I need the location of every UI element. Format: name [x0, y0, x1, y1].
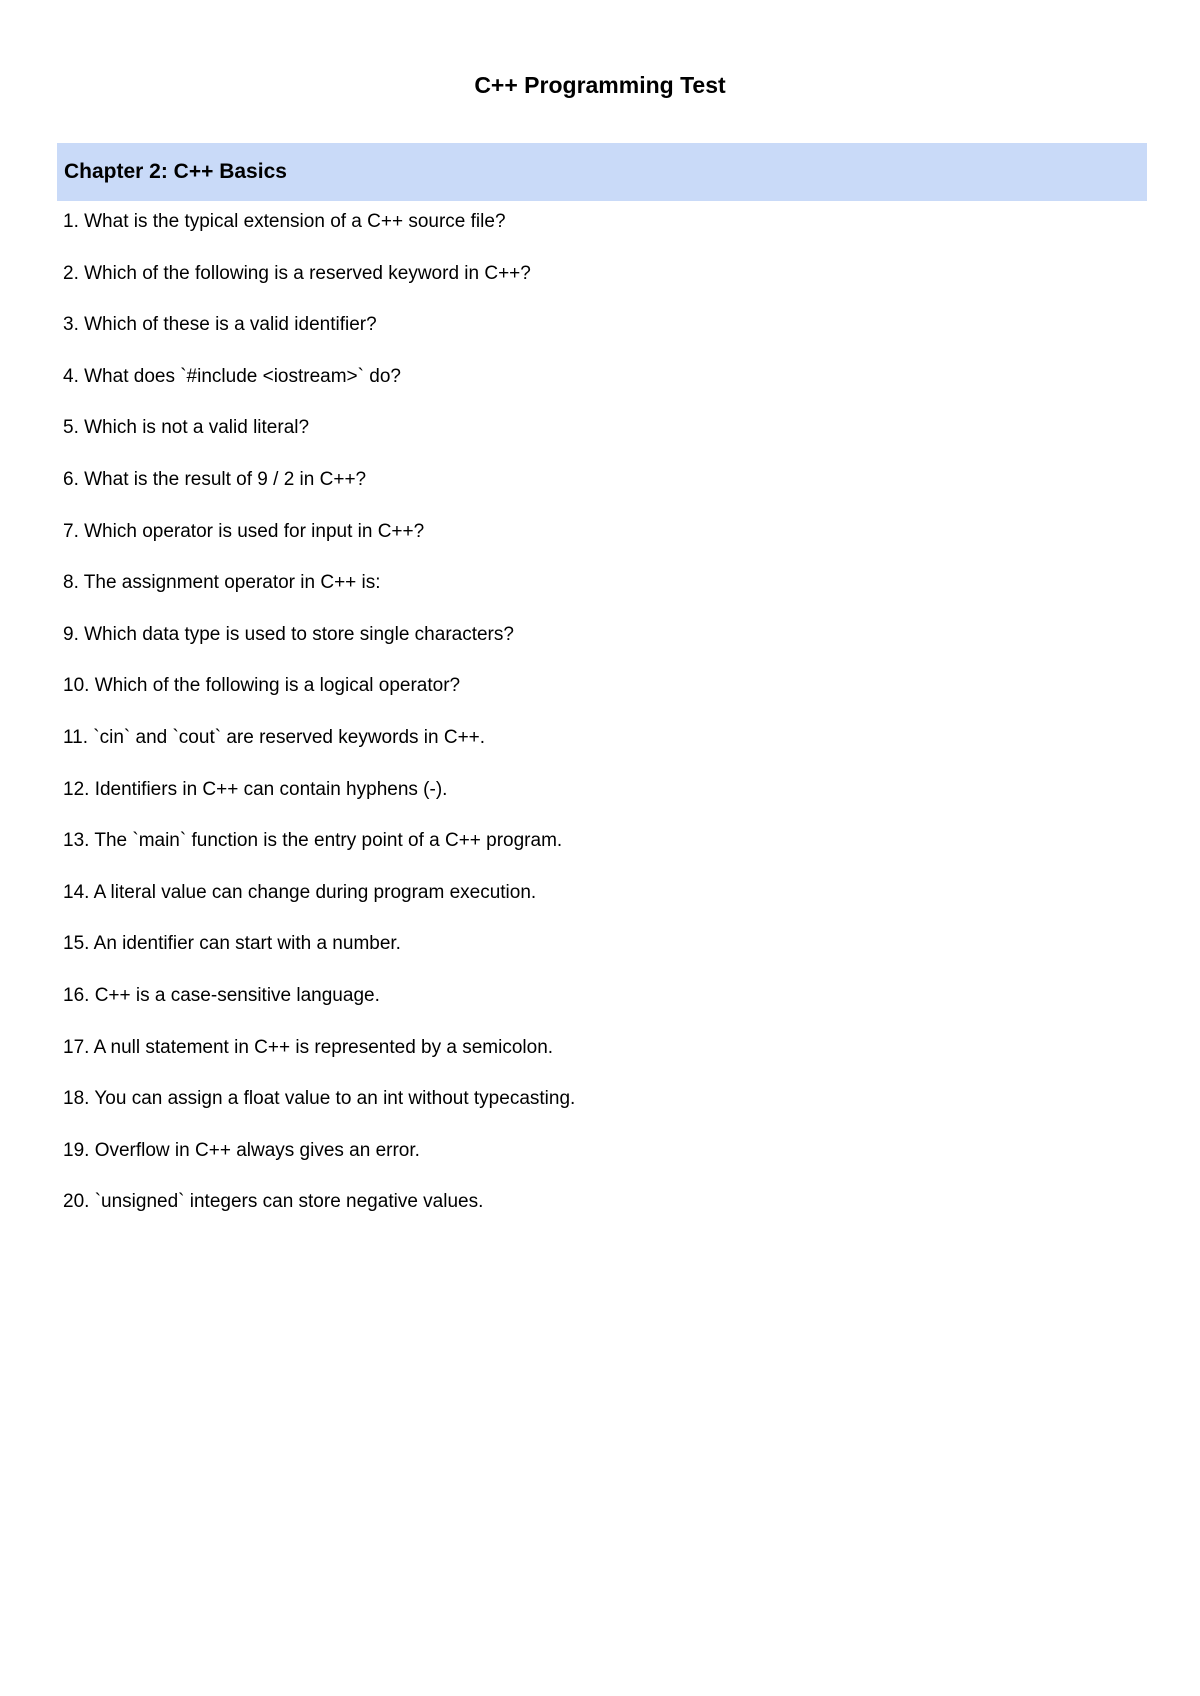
chapter-heading-label: Chapter 2: C++ Basics [64, 160, 287, 183]
question-item: 10. Which of the following is a logical operator? [63, 675, 461, 697]
chapter-heading [57, 143, 1147, 201]
question-item: 4. What does `#include <iostream>` do? [63, 365, 401, 387]
question-item: 18. You can assign a float value to an int without typecasting. [63, 1088, 576, 1110]
question-item: 17. A null statement in C++ is represented by a semicolon. [63, 1036, 554, 1058]
question-item: 13. The `main` function is the entry point of a C++ program. [63, 830, 563, 852]
question-item: 1. What is the typical extension of a C++ source file? [63, 211, 506, 232]
question-item: 19. Overflow in C++ always gives an error. [63, 1139, 420, 1161]
question-item: 2. Which of the following is a reserved keyword in C++? [63, 262, 531, 284]
question-list [63, 205, 1143, 1237]
question-item: 8. The assignment operator in C++ is: [63, 572, 381, 594]
question-item: 20. `unsigned` integers can store negative values. [63, 1191, 484, 1213]
question-item: 14. A literal value can change during program execution. [63, 881, 537, 903]
question-item: 16. C++ is a case-sensitive language. [63, 984, 380, 1006]
question-item: 6. What is the result of 9 / 2 in C++? [63, 468, 367, 490]
question-item: 9. Which data type is used to store single characters? [63, 623, 514, 645]
question-item: 15. An identifier can start with a number. [63, 933, 401, 955]
question-item: 3. Which of these is a valid identifier? [63, 314, 377, 336]
question-item: 5. Which is not a valid literal? [63, 417, 310, 439]
question-item: 11. `cin` and `cout` are reserved keywords in C++. [63, 726, 486, 748]
question-item: 12. Identifiers in C++ can contain hyphens (-). [63, 778, 448, 800]
page-title: C++ Programming Test [474, 72, 726, 98]
question-item: 7. Which operator is used for input in C++? [63, 520, 425, 542]
